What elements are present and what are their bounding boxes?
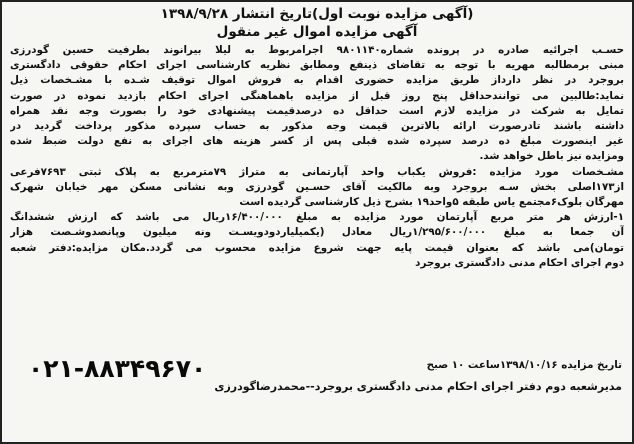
notice-title: (آگهی مزایده نوبت اول)تاریخ انتشار ۱۳۹۸/۹/۲۸ bbox=[160, 6, 474, 22]
property-spec-line: از۱۷۳اصلی بخش سـه بروجرد وبه مالکیت آقای حسـین گودرزی وبه نشانی مسکن مهر خیابان شهرک bbox=[10, 180, 624, 193]
auction-location-line: دوم اجرای احکام مدنی دادگستری بروجرد bbox=[415, 256, 624, 269]
price-line: ۱-ارزش هر متر مربع آپارتمان مورد مزایده به مبلغ ۱۶/۴۰۰/۰۰۰ریال می باشد که ارزش ششدانگ bbox=[10, 211, 624, 224]
auction-date: تاریخ مزایده ۱۳۹۸/۱۰/۱۶ساعت ۱۰ صبح bbox=[426, 359, 622, 371]
signature-line: مدیرشعبه دوم دفتر اجرای احکام مدنی دادگستری بروجرد--محمدرضاگودرزی bbox=[214, 380, 622, 393]
property-spec-line: مشـخصات مورد مزایده :فروش یکباب واحد آپارتمانی به متراژ ۷۹مترمربع به پلاک ثبتی ۷۶۹۳فرعی bbox=[10, 165, 624, 178]
body-line: تمایل به شرکت در مزایده لازم است حداقل ده درصدقیمت پیشنهادی خود را بصورت وجه نقد همراه bbox=[10, 104, 624, 117]
property-spec-line: مهرگان بلوک۶مجتمع یاس طبقه ۵واحد۱۹ بشرح ذیل کارشناسی گردیده است bbox=[239, 196, 624, 209]
body-line: حسـب اجرائیه صادره در پرونده شماره۹۸۰۱۱۴۰ اجرامربوط به لیلا بیرانوند بطرفیت حسین گودرزی bbox=[10, 44, 624, 56]
body-line: نماید:طالبین می توانندحداقل پنج روز قبل از مزایده باهماهنگی اجرای احکام بازدید نموده در صورت bbox=[10, 89, 624, 102]
body-line: مبنی برمطالبه مهریه با توجه به تقاضای ذینفع ومطابق نظریه کارشناسی اجرای احکام حقوقی دادگستری bbox=[10, 59, 624, 72]
body-line: بروجرد در نظر دارداز طریق مزایده حضوری اقدام به فروش اموال توقیف شـده با مشـخصات ذیل bbox=[10, 74, 624, 87]
notice-subtitle: آگهی مزایده اموال غیر منقول bbox=[216, 24, 418, 40]
body-line: داشته باشند تادرصورت ارائه بالاترین قیمت وجه مذکور به حساب سپرده مذکور پرداخت گردید در bbox=[10, 120, 624, 133]
body-line: ومزایده نیز باطل خواهد شد. bbox=[479, 150, 624, 163]
price-line: تومان)می باشد که بعنوان قیمت پایه جهت شروع مزایده محسوب می گردد.مکان مزایده:دفتر شعبه bbox=[10, 241, 624, 254]
body-line: غیر اینصورت مبلغ ده درصد سپرده شده قبلی پس از کسر هزینه های اجرای به نفع دولت ضبط شده bbox=[10, 135, 624, 148]
phone-number: ۰۲۱-۸۸۳۴۹۶۷۰ bbox=[28, 354, 207, 383]
price-line: آن جمعا به مبلغ ۱/۲۹۵/۶۰۰/۰۰۰ریال معادل (یکمیلیاردودویسـت ونه میلیون وپانصدوشـصت هزار bbox=[10, 226, 624, 239]
notice-body bbox=[10, 43, 624, 271]
notice-header bbox=[10, 6, 624, 41]
